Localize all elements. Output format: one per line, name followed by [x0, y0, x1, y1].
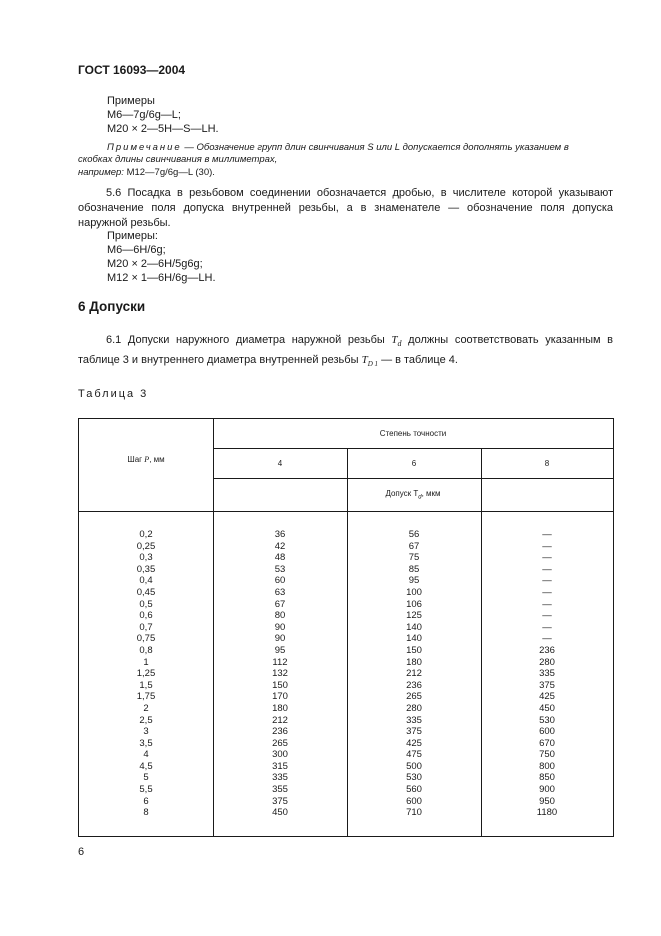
table-cell: 425	[539, 691, 555, 703]
table-cell: 600	[406, 795, 422, 807]
table-cell: 335	[539, 668, 555, 680]
symbol-td	[391, 334, 402, 349]
table-cell: 265	[406, 691, 422, 703]
tolerance-label: Допуск	[385, 489, 412, 498]
example-line: M6—7g/6g—L;	[107, 109, 181, 121]
table-cell: 950	[539, 795, 555, 807]
section-title: 6 Допуски	[78, 299, 146, 314]
degree-4-header: 4	[277, 459, 283, 468]
table-cell: 5	[143, 772, 149, 784]
table-cell: 375	[406, 726, 422, 738]
degree-4-column	[213, 529, 347, 819]
table-cell: 180	[406, 656, 422, 668]
table-cell: 750	[539, 749, 555, 761]
table-cell: 0,3	[139, 552, 153, 564]
table-cell: 170	[272, 691, 288, 703]
table-cell: 0,45	[136, 586, 156, 598]
table-cell: 2,5	[139, 714, 153, 726]
symbol-sub: d	[418, 494, 422, 501]
note-example-value: M12—7g/6g—L (30).	[126, 167, 215, 178]
table-cell: 0,8	[139, 644, 153, 656]
note-example-prefix: например:	[78, 167, 124, 178]
table-cell: 475	[406, 749, 422, 761]
table-cell: 850	[539, 772, 555, 784]
table-cell: 0,5	[139, 598, 153, 610]
table-cell: 90	[274, 633, 286, 645]
table-cell: 56	[408, 529, 420, 540]
note-text: — Обозначение групп длин свинчивания S или L допускается дополнять указанием в	[184, 142, 569, 153]
header-bottom-rule	[79, 511, 613, 512]
table-cell: 67	[408, 540, 420, 552]
table-cell: —	[542, 610, 552, 622]
symbol-sub: d	[397, 339, 402, 349]
degree-6-header: 6	[411, 459, 417, 468]
paragraph-6-1	[78, 332, 613, 372]
table-cell: 1180	[536, 807, 558, 819]
table-cell: 280	[539, 656, 555, 668]
table-cell: 0,35	[136, 563, 156, 575]
table-cell: 75	[408, 552, 420, 564]
example-line: M12 × 1—6H/6g—LH.	[107, 272, 216, 284]
page-number: 6	[78, 846, 85, 858]
table-cell: 80	[274, 610, 286, 622]
table-cell: —	[542, 621, 552, 633]
table-cell: 500	[406, 760, 422, 772]
table-cell: 3	[143, 726, 149, 738]
table-cell: 63	[274, 586, 286, 598]
table-cell: 900	[539, 784, 555, 796]
table-cell: 4	[143, 749, 149, 761]
table-cell: 315	[272, 760, 288, 772]
table-cell: —	[542, 598, 552, 610]
table-cell: 236	[272, 726, 288, 738]
table-cell: —	[542, 633, 552, 645]
symbol-t: T	[391, 334, 398, 346]
table-cell: 800	[539, 760, 555, 772]
note-label: Примечание	[107, 142, 182, 153]
table-cell: 425	[406, 737, 422, 749]
table-cell: —	[542, 540, 552, 552]
table-cell: 125	[406, 610, 422, 622]
example-line: M6—6H/6g;	[107, 244, 166, 256]
table-cell: —	[542, 529, 552, 540]
table-cell: 6	[143, 795, 149, 807]
pitch-label: Шаг	[127, 455, 143, 464]
paragraph-text: 6.1 Допуски наружного диаметра наружной резьбы	[106, 334, 385, 346]
table-cell: —	[542, 563, 552, 575]
table-cell: 450	[272, 807, 288, 819]
symbol-t: T	[361, 354, 368, 367]
paragraph-text: — в таблице 4.	[381, 354, 458, 367]
table-cell: 0,25	[136, 540, 156, 552]
table-cell: —	[542, 575, 552, 587]
table-cell: 8	[143, 807, 149, 819]
document-header: ГОСТ 16093—2004	[78, 63, 186, 77]
table-cell: 560	[406, 784, 422, 796]
table-cell: —	[542, 586, 552, 598]
table-cell: 95	[274, 644, 286, 656]
table-cell: 42	[274, 540, 286, 552]
table-cell: 67	[274, 598, 286, 610]
table-cell: 60	[274, 575, 286, 587]
table-cell: 3,5	[139, 737, 153, 749]
row-divider	[213, 478, 613, 479]
symbol-td1	[361, 354, 378, 369]
tolerance-symbol	[413, 489, 422, 501]
table-cell: 0,2	[139, 529, 153, 540]
table-cell: 670	[539, 737, 555, 749]
table-cell: 236	[539, 644, 555, 656]
table-cell: 132	[272, 668, 288, 680]
table-cell: 140	[406, 633, 422, 645]
paragraph-5-6: 5.6 Посадка в резьбовом соединении обозначается дробью, в числителе которой указывают обозначение поля допуска внутренней резьбы, а в знаменателе — обозначение поля допуска наружной резьбы.	[78, 187, 613, 229]
table-cell: 95	[408, 575, 420, 587]
table-cell: 0,75	[136, 633, 156, 645]
paragraph-text: должны соответствовать указанным в таблице 3 и внутреннего диаметра внутренней резьбы	[78, 334, 613, 367]
table-cell: 530	[406, 772, 422, 784]
table-cell: —	[542, 552, 552, 564]
table-cell: 53	[274, 563, 286, 575]
pitch-header	[79, 455, 213, 464]
symbol-sub: D 1	[367, 360, 378, 369]
degree-header: Степень точности	[379, 429, 447, 438]
note-line-2: скобках длины свинчивания в миллиметрах,	[78, 154, 278, 165]
table-cell: 212	[406, 668, 422, 680]
table-cell: 150	[406, 644, 422, 656]
pitch-symbol: P	[144, 455, 150, 464]
table-cell: 212	[272, 714, 288, 726]
table-cell: 1,25	[136, 668, 156, 680]
table-cell: 265	[272, 737, 288, 749]
table-cell: 5,5	[139, 784, 153, 796]
table-cell: 600	[539, 726, 555, 738]
table-cell: 710	[406, 807, 422, 819]
table-cell: 2	[143, 702, 149, 714]
table-cell: 1,75	[136, 691, 156, 703]
table-cell: 100	[406, 586, 422, 598]
table-cell: 355	[272, 784, 288, 796]
table-caption: Таблица 3	[78, 388, 149, 400]
tolerance-header	[213, 489, 613, 501]
table-cell: 375	[539, 679, 555, 691]
table-cell: 1,5	[139, 679, 153, 691]
table-cell: 112	[272, 656, 288, 668]
table-cell: 236	[406, 679, 422, 691]
degree-6-column	[347, 529, 481, 819]
table-cell: 85	[408, 563, 420, 575]
examples-label: Примеры	[107, 95, 155, 107]
table-cell: 140	[406, 621, 422, 633]
table-cell: 180	[272, 702, 288, 714]
degree-8-header: 8	[544, 459, 550, 468]
table-cell: 375	[272, 795, 288, 807]
table-cell: 106	[406, 598, 422, 610]
table-cell: 48	[274, 552, 286, 564]
tolerance-unit: , мкм	[421, 489, 441, 498]
table-cell: 0,4	[139, 575, 153, 587]
table-cell: 530	[539, 714, 555, 726]
pitch-unit: , мм	[149, 455, 165, 464]
table-cell: 300	[272, 749, 288, 761]
table-cell: 1	[143, 656, 149, 668]
table-cell: 450	[539, 702, 555, 714]
table-cell: 4,5	[139, 760, 153, 772]
table-cell: 150	[272, 679, 288, 691]
pitch-column	[79, 529, 213, 819]
examples-label: Примеры:	[107, 230, 158, 242]
example-line: M20 × 2—5H—S—LH.	[107, 123, 219, 135]
table-cell: 335	[272, 772, 288, 784]
table-cell: 0,6	[139, 610, 153, 622]
symbol-t: T	[413, 489, 419, 498]
table-cell: 0,7	[139, 621, 153, 633]
table-cell: 280	[406, 702, 422, 714]
table-cell: 36	[274, 529, 286, 540]
table-cell: 335	[406, 714, 422, 726]
row-divider	[213, 448, 613, 449]
degree-8-column	[481, 529, 613, 819]
note-example	[78, 166, 215, 180]
tolerance-table	[78, 418, 614, 837]
example-line: M20 × 2—6H/5g6g;	[107, 258, 203, 270]
table-cell: 90	[274, 621, 286, 633]
